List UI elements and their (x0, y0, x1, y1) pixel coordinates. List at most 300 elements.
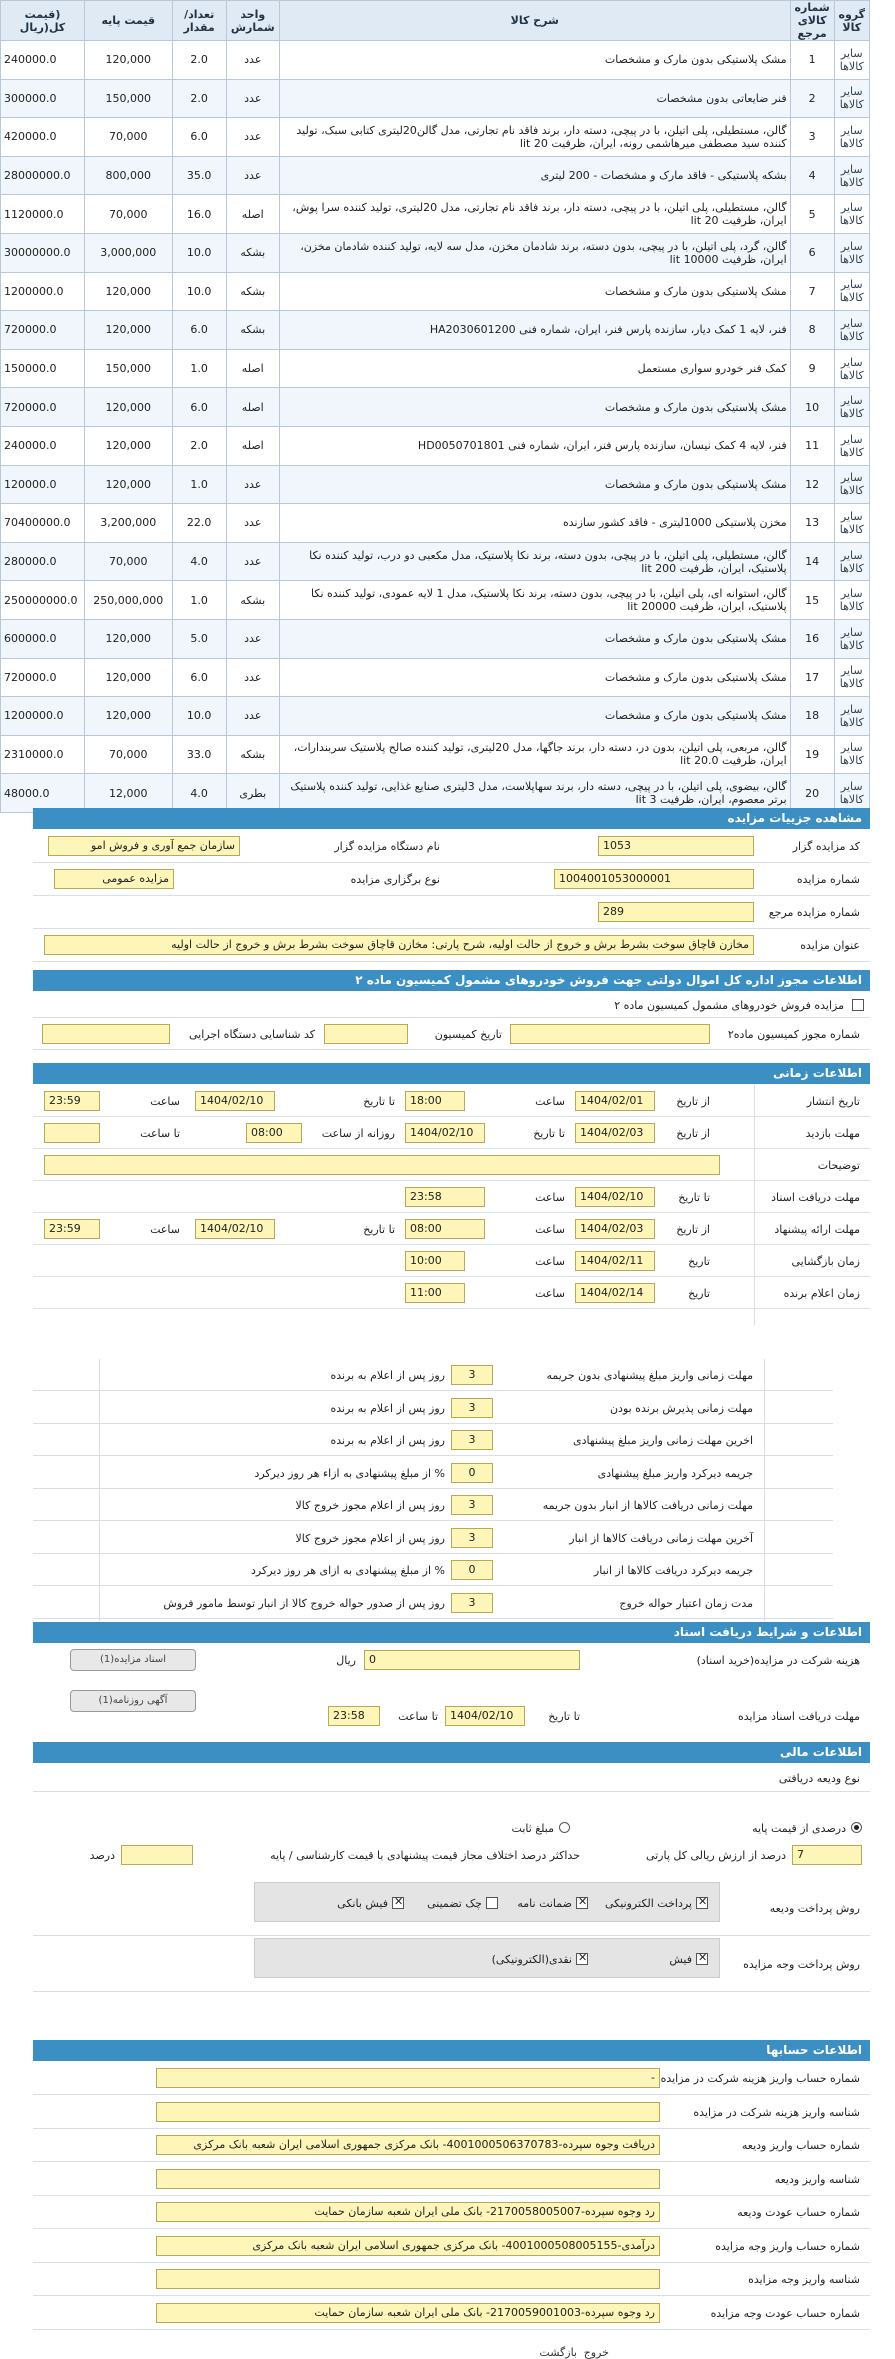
winner-time-label: ساعت (535, 1287, 565, 1300)
cell-unit: عدد (226, 658, 279, 697)
cell-desc: فنر، لایه 1 کمک دیار، سازنده پارس فنر، ایران، شماره فنی HA2030601200 (279, 311, 790, 350)
publish-from-field: 1404/02/01 (575, 1091, 655, 1111)
doc-time-label: ساعت (535, 1191, 565, 1204)
publish-to-field: 1404/02/10 (195, 1091, 275, 1111)
table-row (1, 504, 870, 543)
deadline-row (33, 1587, 833, 1619)
cell-group: سایر کالاها (834, 349, 869, 388)
open-row (33, 1245, 870, 1277)
col-ref: شماره کالای مرجع (790, 1, 834, 41)
doc-fee-row (33, 1644, 870, 1677)
col-qty: تعداد/مقدار (172, 1, 226, 41)
ref-label: شماره مزایده مرجع (768, 906, 860, 919)
cell-price: 70,000 (84, 735, 172, 774)
timing-header: اطلاعات زمانی (33, 1063, 870, 1084)
cell-total: 420000.0 (1, 118, 85, 157)
permit-field[interactable] (510, 1024, 710, 1044)
open-date-field: 1404/02/11 (575, 1251, 655, 1271)
table-row (1, 388, 870, 427)
cell-ref: 8 (790, 311, 834, 350)
cell-total: 1200000.0 (1, 697, 85, 736)
table-row (1, 195, 870, 234)
deposit-method-row (33, 1880, 870, 1936)
deadline-suffix: % از مبلغ پیشنهادی به ازای هر روز دیرکرد (251, 1564, 445, 1577)
table-row (1, 542, 870, 581)
pay-method-box (254, 1938, 720, 1978)
desc-label: توضیحات (817, 1159, 860, 1172)
doc-time-field: 23:58 (405, 1187, 485, 1207)
cheque-label: چک تضمینی (427, 1897, 482, 1910)
cell-price: 12,000 (84, 774, 172, 813)
cell-desc: مشک پلاستیکی بدون مارک و مشخصات (279, 658, 790, 697)
cell-desc: مشک پلاستیکی بدون مارک و مشخصات (279, 41, 790, 80)
offer-to-field: 1404/02/10 (195, 1219, 275, 1239)
cell-total: 600000.0 (1, 619, 85, 658)
table-row (1, 465, 870, 504)
cell-qty: 1.0 (172, 349, 226, 388)
doc-deadline-to-label: تا تاریخ (548, 1710, 580, 1723)
cell-ref: 16 (790, 619, 834, 658)
account-row (33, 2230, 870, 2263)
number-label: شماره مزایده (796, 873, 860, 886)
table-row (1, 41, 870, 80)
cell-group: سایر کالاها (834, 388, 869, 427)
cell-ref: 15 (790, 581, 834, 620)
cell-total: 720000.0 (1, 658, 85, 697)
cheque-checkbox[interactable] (486, 1897, 498, 1909)
account-label: شماره حساب واریز وجه مزایده (715, 2239, 860, 2253)
org-label: نام دستگاه مزایده گزار (334, 840, 440, 853)
doc-fee-field: 0 (364, 1650, 580, 1670)
percent-radio-label: درصدی از قیمت پایه (752, 1822, 846, 1835)
doc-deadline-label: مهلت دریافت اسناد مزایده (737, 1710, 860, 1723)
items-header-row (1, 1, 870, 41)
visit-row (33, 1117, 870, 1149)
cell-desc: مشک پلاستیکی بدون مارک و مشخصات (279, 465, 790, 504)
account-label: شناسه واریز ودیعه (774, 2172, 860, 2186)
cell-ref: 5 (790, 195, 834, 234)
account-value: رد وجوه سپرده-2170058005007- بانک ملی ایران شعبه سازمان حمایت (156, 2202, 660, 2222)
cell-group: سایر کالاها (834, 272, 869, 311)
cell-price: 70,000 (84, 195, 172, 234)
account-value (156, 2169, 660, 2189)
deposit-percent-field: 7 (792, 1845, 862, 1865)
commission-header: اطلاعات مجوز اداره کل اموال دولتی جهت فروش خودروهای مشمول کمیسیون ماده ۲ (33, 970, 870, 991)
cell-ref: 13 (790, 504, 834, 543)
items-table (0, 0, 870, 813)
offer-to-label: تا تاریخ (363, 1223, 395, 1236)
account-row (33, 2129, 870, 2162)
visit-to-field: 1404/02/10 (405, 1123, 485, 1143)
table-row (1, 311, 870, 350)
cell-group: سایر کالاها (834, 581, 869, 620)
commission-date-label: تاریخ کمیسیون (434, 1028, 502, 1041)
cell-group: سایر کالاها (834, 41, 869, 80)
cell-desc: مشک پلاستیکی بدون مارک و مشخصات (279, 272, 790, 311)
cell-qty: 16.0 (172, 195, 226, 234)
slip-checkbox[interactable] (696, 1953, 708, 1965)
cell-total: 1120000.0 (1, 195, 85, 234)
deposit-type-label: نوع ودیعه دریافتی (778, 1772, 860, 1785)
deposit-percent-row (33, 1841, 870, 1871)
col-group: گروه کالا (834, 1, 869, 41)
percent-radio[interactable] (851, 1822, 862, 1833)
commission-checkbox[interactable] (852, 999, 864, 1011)
cell-unit: عدد (226, 697, 279, 736)
cell-ref: 6 (790, 233, 834, 272)
details-row-4 (33, 929, 870, 962)
cell-price: 120,000 (84, 697, 172, 736)
cell-group: سایر کالاها (834, 233, 869, 272)
deadline-row (33, 1489, 833, 1521)
cell-unit: بشکه (226, 233, 279, 272)
deadline-label: مهلت زمانی دریافت کالاها از انبار بدون جریمه (542, 1499, 753, 1512)
publish-from-time: 18:00 (405, 1091, 465, 1111)
max-diff-field (121, 1845, 193, 1865)
cell-qty: 6.0 (172, 311, 226, 350)
cell-qty: 2.0 (172, 79, 226, 118)
account-label: شناسه واریز هزینه شرکت در مزایده (693, 2105, 860, 2119)
cell-price: 250,000,000 (84, 581, 172, 620)
deadline-row (33, 1359, 833, 1391)
exec-code-field[interactable] (42, 1024, 170, 1044)
table-row (1, 426, 870, 465)
cell-total: 120000.0 (1, 465, 85, 504)
cell-ref: 2 (790, 79, 834, 118)
winner-label: زمان اعلام برنده (783, 1287, 860, 1300)
account-row (33, 2297, 870, 2330)
cell-total: 300000.0 (1, 79, 85, 118)
cell-price: 120,000 (84, 272, 172, 311)
cell-group: سایر کالاها (834, 426, 869, 465)
cell-price: 120,000 (84, 311, 172, 350)
account-value: دریافت وجوه سپرده-4001000506370783- بانک مرکزی جمهوری اسلامی ایران شعبه بانک مرکزی (156, 2135, 660, 2155)
cell-group: سایر کالاها (834, 504, 869, 543)
offer-from-field: 1404/02/03 (575, 1219, 655, 1239)
offer-time-label: ساعت (535, 1223, 565, 1236)
cell-ref: 7 (790, 272, 834, 311)
winner-date-label: تاریخ (688, 1287, 710, 1300)
back-link[interactable]: بازگشت (539, 2346, 577, 2359)
publish-to-time: 23:59 (44, 1091, 100, 1111)
deadline-suffix: % از مبلغ پیشنهادی به ازاء هر روز دیرکرد (254, 1466, 445, 1480)
account-label: شماره حساب عودت ودیعه (737, 2206, 860, 2219)
cell-group: سایر کالاها (834, 542, 869, 581)
cell-qty: 33.0 (172, 735, 226, 774)
cell-price: 150,000 (84, 79, 172, 118)
deadline-value: 0 (451, 1560, 493, 1580)
cell-price: 120,000 (84, 426, 172, 465)
open-label: زمان بازگشایی (791, 1255, 860, 1268)
daily-from-label: روزانه از ساعت (321, 1127, 395, 1140)
guarantee-label: ضمانت نامه (517, 1897, 572, 1910)
cell-group: سایر کالاها (834, 697, 869, 736)
commission-row-2 (33, 1018, 870, 1050)
deadline-row (33, 1424, 833, 1456)
winner-date-field: 1404/02/14 (575, 1283, 655, 1303)
cell-group: سایر کالاها (834, 465, 869, 504)
deadline-label: مهلت زمانی واریز مبلغ پیشنهادی بدون جریمه (546, 1369, 753, 1382)
cell-qty: 1.0 (172, 581, 226, 620)
table-row (1, 619, 870, 658)
col-price: قیمت پایه (84, 1, 172, 41)
account-value: رد وجوه سپرده-2170059001003- بانک ملی ایران شعبه سازمان حمایت (156, 2303, 660, 2323)
cell-total: 70400000.0 (1, 504, 85, 543)
deadline-value: 0 (451, 1463, 493, 1483)
cell-desc: گالن، مستطیلی، پلی اتیلن، با در پیچی، بدون دسته، برند نکا پلاستیک، مدل مکعبی دو درب، تولید کننده نکا پلاستیک، ایران، ظرفیت 200 lit (279, 542, 790, 581)
cell-unit: اصله (226, 195, 279, 234)
doc-to-field: 1404/02/10 (575, 1187, 655, 1207)
offer-to-time: 23:59 (44, 1219, 100, 1239)
publish-label: تاریخ انتشار (806, 1095, 860, 1108)
cell-desc: مشک پلاستیکی بدون مارک و مشخصات (279, 619, 790, 658)
fixed-radio-label: مبلغ ثابت (511, 1822, 554, 1835)
e-payment-label: پرداخت الکترونیکی (605, 1897, 692, 1910)
accounts-header: اطلاعات حسابها (33, 2040, 870, 2061)
deposit-radio-row (33, 1815, 870, 1841)
cell-desc: مخزن پلاستیکی 1000لیتری - فاقد کشور سازنده (279, 504, 790, 543)
deadline-row (33, 1554, 833, 1586)
doc-row (33, 1181, 870, 1213)
cell-total: 280000.0 (1, 542, 85, 581)
visit-to-label: تا تاریخ (533, 1127, 565, 1140)
deadline-suffix: روز پس از صدور حواله خروج کالا از انبار توسط مامور فروش (163, 1596, 445, 1610)
visit-label: مهلت بازدید (805, 1127, 860, 1140)
deadline-label: آخرین مهلت زمانی دریافت کالاها از انبار (569, 1531, 753, 1545)
cell-total: 48000.0 (1, 774, 85, 813)
cell-ref: 12 (790, 465, 834, 504)
table-row (1, 581, 870, 620)
deadline-label: جریمه دیرکرد دریافت کالاها از انبار (593, 1564, 753, 1577)
offer-to-time-label: ساعت (150, 1223, 180, 1236)
cell-group: سایر کالاها (834, 118, 869, 157)
account-label: شناسه واریز وجه مزایده (748, 2273, 860, 2286)
deadline-value: 3 (451, 1593, 493, 1613)
cell-total: 250000000.0 (1, 581, 85, 620)
max-diff-label: حداکثر درصد اختلاف مجاز قیمت پیشنهادی با قیمت کارشناسی / پایه (270, 1849, 580, 1862)
col-desc: شرح کالا (279, 1, 790, 41)
winner-row (33, 1277, 870, 1309)
cell-qty: 10.0 (172, 233, 226, 272)
table-row (1, 233, 870, 272)
cell-qty: 4.0 (172, 774, 226, 813)
cell-desc: بشکه پلاستیکی - فاقد مارک و مشخصات - 200 لیتری (279, 156, 790, 195)
deposit-percent-suffix: درصد از ارزش ریالی کل پارتی (645, 1849, 786, 1862)
cell-unit: بشکه (226, 272, 279, 311)
exec-code-label: کد شناسایی دستگاه اجرایی (188, 1028, 315, 1041)
doc-deadline-hour: 23:58 (328, 1706, 380, 1726)
table-row (1, 349, 870, 388)
winner-time-field: 11:00 (405, 1283, 465, 1303)
cell-price: 150,000 (84, 349, 172, 388)
deadline-value: 3 (451, 1398, 493, 1418)
commission-date-field[interactable] (324, 1024, 408, 1044)
cell-price: 3,200,000 (84, 504, 172, 543)
col-unit: واحد شمارش (226, 1, 279, 41)
subject-field: مخازن قاچاق سوخت بشرط برش و خروج از حالت اولیه، شرح پارتی: مخازن قاچاق سوخت بشرط برش و خروج از حالت اولیه (44, 935, 754, 955)
account-value: - (156, 2068, 660, 2088)
cell-qty: 10.0 (172, 272, 226, 311)
deposit-type-row (33, 1764, 870, 1792)
table-row (1, 156, 870, 195)
cell-group: سایر کالاها (834, 156, 869, 195)
subject-label: عنوان مزایده (800, 939, 860, 952)
cell-total: 2310000.0 (1, 735, 85, 774)
offer-row (33, 1213, 870, 1245)
doc-deadline-hour-label: تا ساعت (398, 1710, 438, 1723)
cell-qty: 35.0 (172, 156, 226, 195)
deadline-divider-left (99, 1359, 100, 1621)
type-field: مزایده عمومی (54, 869, 174, 889)
cell-qty: 10.0 (172, 697, 226, 736)
doc-fee-unit: ریال (336, 1654, 356, 1667)
daily-to-label: تا ساعت (140, 1127, 180, 1140)
cell-qty: 5.0 (172, 619, 226, 658)
cell-unit: بشکه (226, 311, 279, 350)
table-row (1, 774, 870, 813)
cell-unit: عدد (226, 465, 279, 504)
deadline-suffix: روز پس از اعلام به برنده (330, 1434, 445, 1447)
deadline-value: 3 (451, 1495, 493, 1515)
account-row (33, 2096, 870, 2129)
commission-checkbox-label: مزایده فروش خودروهای مشمول کمیسیون ماده ۲ (614, 999, 844, 1012)
cell-desc: گالن، استوانه ای، پلی اتیلن، با در پیچی، بدون دسته، برند نکا پلاستیک، مدل 1 لایه عمودی، تولید کننده نکا پلاستیک، ایران، ظرفیت 20000 lit (279, 581, 790, 620)
publish-to-label: تا تاریخ (363, 1095, 395, 1108)
cash-electronic-checkbox[interactable] (576, 1953, 588, 1965)
code-label: کد مزایده گزار (792, 840, 860, 853)
cell-unit: اصله (226, 388, 279, 427)
cell-total: 240000.0 (1, 426, 85, 465)
deadline-value: 3 (451, 1365, 493, 1385)
cell-price: 800,000 (84, 156, 172, 195)
cell-desc: گالن، مستطیلی، پلی اتیلن، با در پیچی، دسته دار، برند فاقد نام تجارتی، مدل گالن20لیتری کتابی سبک، تولید کننده سید مصطفی میرهاشمی رونه، ایران، ظرفیت 20 lit (279, 118, 790, 157)
doc-to-label: تا تاریخ (678, 1191, 710, 1204)
account-value (156, 2102, 660, 2122)
bank-slip-checkbox[interactable] (392, 1897, 404, 1909)
account-row (33, 2196, 870, 2229)
cell-ref: 17 (790, 658, 834, 697)
cell-price: 120,000 (84, 388, 172, 427)
cell-desc: فنر ضایعاتی بدون مشخصات (279, 79, 790, 118)
cell-desc: گالن، گرد، پلی اتیلن، با در پیچی، بدون دسته، برند شادمان مخزن، مدل سه لایه، تولید کننده شادمان مخزن، ایران، ظرفیت 10000 lit (279, 233, 790, 272)
offer-time-field: 08:00 (405, 1219, 485, 1239)
cell-desc: گالن، مستطیلی، پلی اتیلن، با در پیچی، دسته دار، برند فاقد نام تجارتی، مدل 20لیتری، تولید کننده سرا پوش، ایران، ظرفیت 20 lit (279, 195, 790, 234)
visit-from-field: 1404/02/03 (575, 1123, 655, 1143)
account-label: شماره حساب عودت وجه مزایده (710, 2306, 860, 2320)
fixed-radio[interactable] (559, 1822, 570, 1833)
col-total: (قیمت کل(ریال (1, 1, 85, 41)
table-row (1, 735, 870, 774)
deadline-suffix: روز پس از اعلام مجوز خروج کالا (295, 1531, 445, 1545)
table-row (1, 79, 870, 118)
cell-price: 120,000 (84, 658, 172, 697)
exit-link[interactable]: خروج (583, 2346, 609, 2359)
doc-fee-label: هزینه شرکت در مزایده(خرید اسناد) (696, 1654, 860, 1667)
documents-header: اطلاعات و شرایط دریافت اسناد (33, 1622, 870, 1643)
deadline-value: 3 (451, 1528, 493, 1548)
account-label: شماره حساب واریز هزینه شرکت در مزایده (660, 2072, 860, 2085)
cell-total: 1200000.0 (1, 272, 85, 311)
cell-unit: عدد (226, 79, 279, 118)
account-label: شماره حساب واریز ودیعه (741, 2139, 860, 2152)
cash-electronic-label: نقدی(الکترونیکی) (491, 1953, 572, 1966)
cell-qty: 6.0 (172, 118, 226, 157)
ref-field: 289 (598, 902, 754, 922)
cell-total: 720000.0 (1, 388, 85, 427)
table-row (1, 697, 870, 736)
cell-desc: گالن، بیضوی، پلی اتیلن، با در پیچی، دسته دار، برند سهاپلاست، مدل 3لیتری صنایع غذایی، تولید کننده پلاستیک برتر معصوم، ایران، ظرفیت 3 lit (279, 774, 790, 813)
details-row-2 (33, 863, 870, 896)
cell-ref: 1 (790, 41, 834, 80)
cell-desc: گالن، مربعی، پلی اتیلن، بدون در، دسته دار، برند جاگها، مدل 20لیتری، تولید کننده صالح پلاستیک سربندارات، ایران، ظرفیت 20.0 lit (279, 735, 790, 774)
commission-row-1 (33, 992, 870, 1018)
cell-group: سایر کالاها (834, 195, 869, 234)
publish-from-label: از تاریخ (676, 1095, 710, 1108)
cell-group: سایر کالاها (834, 774, 869, 813)
open-time-label: ساعت (535, 1255, 565, 1268)
desc-field (44, 1155, 720, 1175)
cell-qty: 6.0 (172, 388, 226, 427)
cell-unit: بشکه (226, 735, 279, 774)
cell-ref: 14 (790, 542, 834, 581)
cell-total: 720000.0 (1, 311, 85, 350)
cell-price: 3,000,000 (84, 233, 172, 272)
guarantee-checkbox[interactable] (576, 1897, 588, 1909)
cell-unit: عدد (226, 41, 279, 80)
auction-docs-button[interactable]: اسناد مزایده(1) (70, 1649, 196, 1671)
publish-time-label: ساعت (535, 1095, 565, 1108)
cell-ref: 19 (790, 735, 834, 774)
pay-method-row (33, 1936, 870, 1992)
deadline-suffix: روز پس از اعلام به برنده (330, 1401, 445, 1415)
deposit-method-label: روش پرداخت ودیعه (769, 1902, 860, 1915)
table-row (1, 118, 870, 157)
table-row (1, 658, 870, 697)
cell-ref: 9 (790, 349, 834, 388)
offer-label: مهلت ارائه پیشنهاد (774, 1223, 860, 1236)
cell-unit: عدد (226, 156, 279, 195)
visit-from-label: از تاریخ (676, 1127, 710, 1140)
details-header: مشاهده جزییات مزایده (33, 808, 870, 829)
cell-total: 150000.0 (1, 349, 85, 388)
e-payment-checkbox[interactable] (696, 1897, 708, 1909)
permit-label: شماره مجوز کمیسیون ماده۲ (727, 1028, 860, 1041)
cell-group: سایر کالاها (834, 619, 869, 658)
cell-total: 30000000.0 (1, 233, 85, 272)
cell-price: 70,000 (84, 542, 172, 581)
details-row-3 (33, 896, 870, 929)
deadline-label: اخرین مهلت زمانی واریز مبلغ پیشنهادی (573, 1434, 753, 1447)
cell-ref: 3 (790, 118, 834, 157)
deadline-value: 3 (451, 1430, 493, 1450)
newspaper-ad-button[interactable]: آگهی روزنامه(1) (70, 1690, 196, 1712)
cell-price: 120,000 (84, 619, 172, 658)
cell-group: سایر کالاها (834, 735, 869, 774)
cell-price: 70,000 (84, 118, 172, 157)
deadline-row (33, 1392, 833, 1424)
cell-price: 120,000 (84, 465, 172, 504)
deadline-label: مدت زمان اعتبار حواله خروج (619, 1596, 753, 1610)
cell-qty: 22.0 (172, 504, 226, 543)
doc-deadline-row (33, 1695, 870, 1733)
cell-qty: 2.0 (172, 426, 226, 465)
type-label: نوع برگزاری مزایده (350, 873, 440, 886)
cell-qty: 4.0 (172, 542, 226, 581)
cell-ref: 20 (790, 774, 834, 813)
cell-unit: اصله (226, 349, 279, 388)
financial-header: اطلاعات مالی (33, 1742, 870, 1763)
cell-price: 120,000 (84, 41, 172, 80)
